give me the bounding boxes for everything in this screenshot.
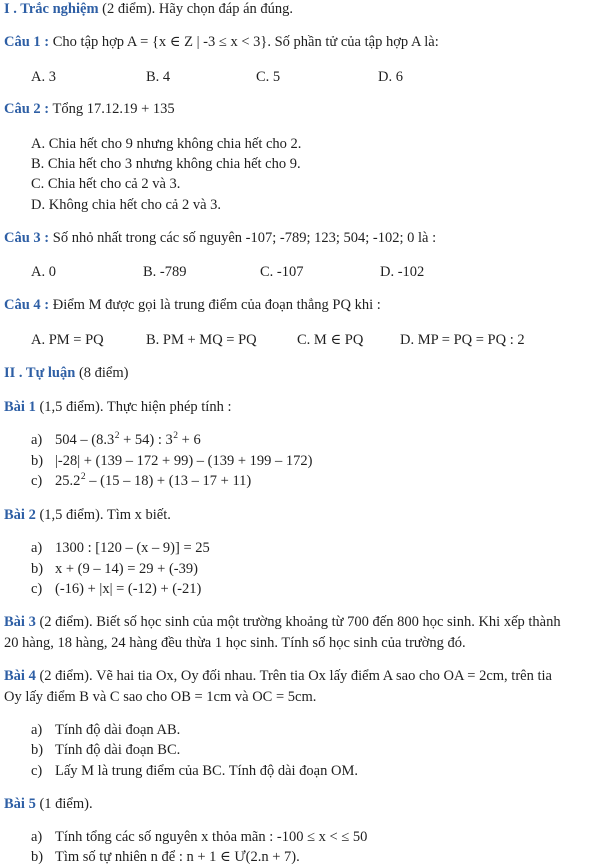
question-1 <box>4 33 439 51</box>
exercise-1-text: (1,5 điểm). Thực hiện phép tính : <box>35 399 232 415</box>
exercise-3-text-line1: (2 điểm). Biết số học sinh của một trường khoảng từ 700 đến 800 học sinh. Khi xếp thành <box>35 614 561 630</box>
exercise-4-item-b-letter: b) <box>31 742 44 758</box>
exponent: 2 <box>80 472 86 482</box>
exercise-2 <box>4 506 171 524</box>
q4-option-c: C. M ∈ PQ <box>297 332 364 348</box>
exercise-3 <box>4 613 561 631</box>
question-1-text: Cho tập hợp A = {x ∈ Z | -3 ≤ x < 3}. Số phần tử của tập hợp A là: <box>49 34 439 50</box>
q2-option-d: D. Không chia hết cho cả 2 và 3. <box>31 197 222 213</box>
q4-option-a: A. PM = PQ <box>31 332 104 348</box>
part1-heading <box>4 0 293 18</box>
exercise-4 <box>4 667 552 685</box>
question-2-text: Tổng 17.12.19 + 135 <box>49 101 175 117</box>
exercise-2-label: Bài 2 <box>4 507 36 523</box>
exercise-4-item-b: Tính độ dài đoạn BC. <box>55 742 181 758</box>
exercise-5-label: Bài 5 <box>4 796 36 812</box>
q1-option-d: D. 6 <box>378 69 403 85</box>
part2-note: (8 điểm) <box>75 365 129 381</box>
part2-heading <box>4 364 128 382</box>
exercise-1-item-a-letter: a) <box>31 432 43 448</box>
q4-option-d: D. MP = PQ = PQ : 2 <box>400 332 525 348</box>
q3-option-b: B. -789 <box>143 264 187 280</box>
question-3 <box>4 229 436 247</box>
exercise-4-label: Bài 4 <box>4 668 36 684</box>
part1-note: (2 điểm). Hãy chọn đáp án đúng. <box>98 1 294 17</box>
question-4-label: Câu 4 : <box>4 297 50 313</box>
expr-part: 25.2 <box>55 473 81 489</box>
q4-option-b: B. PM + MQ = PQ <box>146 332 257 348</box>
exercise-4-item-a-letter: a) <box>31 722 43 738</box>
expr-part: – (15 – 18) + (13 – 17 + 11) <box>85 473 252 489</box>
exponent: 2 <box>114 431 120 441</box>
exercise-5 <box>4 795 93 813</box>
q2-option-a: A. Chia hết cho 9 nhưng không chia hết cho 2. <box>31 136 302 152</box>
exercise-2-item-a-letter: a) <box>31 540 43 556</box>
q1-option-c: C. 5 <box>256 69 281 85</box>
question-3-label: Câu 3 : <box>4 230 50 246</box>
exercise-1-item-b-letter: b) <box>31 453 44 469</box>
exercise-3-text-line2: 20 hàng, 18 hàng, 24 hàng đều thừa 1 học sinh. Tính số học sinh của trường đó. <box>4 635 466 651</box>
exercise-2-item-b: x + (9 – 14) = 29 + (-39) <box>55 561 198 577</box>
q3-option-a: A. 0 <box>31 264 56 280</box>
question-4 <box>4 296 381 314</box>
exercise-4-text-line2: Oy lấy điểm B và C sao cho OB = 1cm và OC = 5cm. <box>4 689 317 705</box>
exercise-5-text: (1 điểm). <box>35 796 93 812</box>
exercise-1-item-c-letter: c) <box>31 473 43 489</box>
exercise-2-item-b-letter: b) <box>31 561 44 577</box>
exercise-4-item-c-letter: c) <box>31 763 43 779</box>
exercise-3-label: Bài 3 <box>4 614 36 630</box>
exponent: 2 <box>173 431 179 441</box>
exercise-1-item-a <box>55 431 201 451</box>
q1-option-b: B. 4 <box>146 69 171 85</box>
question-1-label: Câu 1 : <box>4 34 50 50</box>
part2-title: II . Tự luận <box>4 365 76 381</box>
q2-option-b: B. Chia hết cho 3 nhưng không chia hết cho 9. <box>31 156 301 172</box>
question-2-label: Câu 2 : <box>4 101 50 117</box>
expr-part: + 54) : 3 <box>119 432 173 448</box>
question-4-text: Điểm M được gọi là trung điểm của đoạn thẳng PQ khi : <box>49 297 381 313</box>
exercise-5-item-a-letter: a) <box>31 829 43 845</box>
exercise-1-item-c <box>55 472 251 492</box>
q3-option-d: D. -102 <box>380 264 425 280</box>
q1-option-a: A. 3 <box>31 69 56 85</box>
expr-part: 504 – (8.3 <box>55 432 115 448</box>
exercise-4-item-c: Lấy M là trung điểm của BC. Tính độ dài đoạn OM. <box>55 763 358 779</box>
exercise-5-item-b: Tìm số tự nhiên n để : n + 1 ∈ Ư(2.n + 7). <box>55 849 300 865</box>
exercise-4-item-a: Tính độ dài đoạn AB. <box>55 722 181 738</box>
exercise-2-item-a: 1300 : [120 – (x – 9)] = 25 <box>55 540 210 556</box>
q3-option-c: C. -107 <box>260 264 304 280</box>
exercise-4-text-line1: (2 điểm). Vẽ hai tia Ox, Oy đối nhau. Trên tia Ox lấy điểm A sao cho OA = 2cm, trên tia <box>35 668 552 684</box>
question-3-text: Số nhỏ nhất trong các số nguyên -107; -789; 123; 504; -102; 0 là : <box>49 230 437 246</box>
exercise-2-item-c: (-16) + |x| = (-12) + (-21) <box>55 581 202 597</box>
exercise-5-item-a: Tính tổng các số nguyên x thỏa mãn : -100 ≤ x < ≤ 50 <box>55 829 368 845</box>
exercise-1-item-b: |-28| + (139 – 172 + 99) – (139 + 199 – 172) <box>55 453 313 469</box>
q2-option-c: C. Chia hết cho cả 2 và 3. <box>31 176 181 192</box>
part1-title: I . Trắc nghiệm <box>4 1 99 17</box>
expr-part: + 6 <box>178 432 201 448</box>
question-2 <box>4 100 175 118</box>
exercise-1 <box>4 398 231 416</box>
exercise-2-item-c-letter: c) <box>31 581 43 597</box>
exercise-2-text: (1,5 điểm). Tìm x biết. <box>35 507 171 523</box>
exercise-1-label: Bài 1 <box>4 399 36 415</box>
exercise-5-item-b-letter: b) <box>31 849 44 865</box>
